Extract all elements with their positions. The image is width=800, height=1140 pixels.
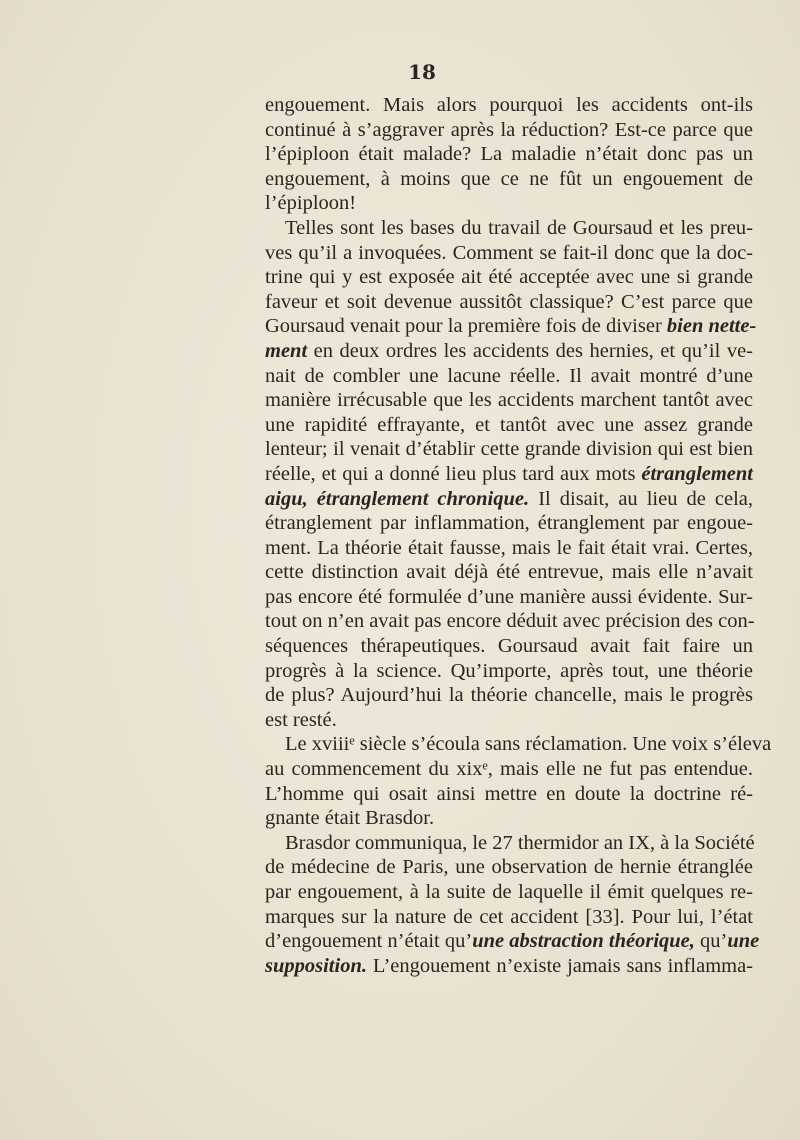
italic-phrase: une bbox=[727, 930, 760, 953]
text-run: L’homme qui osait ainsi mettre en doute la doctrine ré- bbox=[265, 782, 753, 805]
text-run: nait de combler une lacune réelle. Il avait montré d’une bbox=[265, 364, 753, 387]
text-run: de plus? Aujourd’hui la théorie chancelle, mais le progrès bbox=[265, 684, 753, 707]
text-line bbox=[265, 634, 753, 659]
text-run: réelle, et qui a donné lieu plus tard aux mots bbox=[265, 462, 636, 485]
body-text bbox=[265, 93, 772, 978]
text-line bbox=[265, 487, 753, 512]
text-run: ment. La théorie était fausse, mais le fait était vrai. Certes, bbox=[265, 536, 753, 559]
text-run: étranglement par inflammation, étranglement par engoue- bbox=[265, 512, 753, 535]
text-line bbox=[265, 290, 753, 315]
text-line bbox=[265, 437, 753, 462]
text-run: L’engouement n’existe jamais sans inflamma- bbox=[372, 954, 754, 977]
text-line bbox=[265, 560, 753, 585]
italic-phrase: bien nette- bbox=[666, 315, 757, 338]
text-line bbox=[265, 388, 753, 413]
text-line bbox=[265, 241, 753, 266]
page-number: 18 bbox=[408, 60, 436, 84]
text-line bbox=[265, 855, 753, 880]
text-line bbox=[265, 93, 753, 118]
italic-phrase: une abstraction théorique, bbox=[472, 930, 695, 953]
text-run: une rapidité effrayante, et tantôt avec une assez grande bbox=[265, 413, 753, 436]
text-run: par engouement, à la suite de laquelle il émit quelques re- bbox=[265, 881, 753, 903]
text-line bbox=[265, 659, 753, 684]
text-line bbox=[265, 339, 753, 364]
text-line bbox=[265, 364, 753, 389]
text-line bbox=[265, 585, 753, 610]
text-line bbox=[265, 118, 753, 143]
text-line bbox=[265, 167, 753, 192]
text-run: lenteur; il venait d’établir cette grande division qui est bien bbox=[265, 438, 753, 461]
italic-phrase: aigu, bbox=[265, 487, 308, 510]
italic-phrase: supposition. bbox=[265, 954, 367, 977]
text-run: en deux ordres les accidents des hernies, et qu’il ve- bbox=[313, 339, 754, 362]
text-run: est resté. bbox=[265, 708, 337, 731]
text-run: engouement. Mais alors pourquoi les accidents ont-ils bbox=[265, 94, 753, 116]
text-line bbox=[265, 314, 757, 339]
text-run: Telles sont les bases du travail de Goursaud et les preu- bbox=[285, 216, 753, 239]
text-line bbox=[265, 831, 753, 856]
text-run: de médecine de Paris, une observation de hernie étranglée bbox=[265, 856, 753, 879]
text-line bbox=[265, 757, 753, 782]
italic-phrase: étranglement bbox=[641, 462, 753, 485]
text-run: ves qu’il a invoquées. Comment se fait-il donc que la doc- bbox=[265, 241, 753, 264]
text-run: cette distinction avait déjà été entrevue, mais elle n’avait bbox=[265, 561, 753, 584]
text-line bbox=[265, 905, 753, 930]
text-line bbox=[265, 683, 753, 708]
text-run: gnante était Brasdor. bbox=[265, 807, 435, 830]
text-run: qu’ bbox=[700, 930, 728, 953]
text-line bbox=[265, 732, 772, 757]
text-line bbox=[265, 782, 753, 807]
text-line bbox=[265, 806, 753, 831]
italic-phrase: étranglement chronique. bbox=[316, 487, 530, 510]
text-line bbox=[265, 191, 753, 216]
text-run: pas encore été formulée d’une manière aussi évidente. Sur- bbox=[265, 585, 753, 608]
text-line bbox=[265, 609, 753, 634]
text-line bbox=[265, 265, 753, 290]
text-run: tout on n’en avait pas encore déduit avec précision des con- bbox=[265, 610, 755, 633]
text-run: marques sur la nature de cet accident [33]. Pour lui, l’état bbox=[265, 905, 753, 928]
text-line bbox=[265, 511, 753, 536]
text-line bbox=[265, 142, 753, 167]
text-run: Il disait, au lieu de cela, bbox=[538, 487, 754, 510]
text-run: continué à s’aggraver après la réduction? Est-ce parce que bbox=[265, 118, 753, 141]
text-run: Le xviiiᵉ siècle s’écoula sans réclamation. Une voix s’éleva bbox=[285, 733, 772, 756]
text-run: au commencement du xixᵉ, mais elle ne fut pas entendue. bbox=[265, 758, 753, 781]
text-run: Goursaud venait pour la première fois de diviser bbox=[265, 315, 662, 338]
text-run: engouement, à moins que ce ne fût un engouement de bbox=[265, 167, 753, 190]
italic-phrase: ment bbox=[265, 339, 308, 362]
text-run: Brasdor communiqua, le 27 thermidor an IX, à la Société bbox=[285, 831, 755, 854]
text-run: l’épiploon! bbox=[265, 192, 357, 215]
text-run: l’épiploon était malade? La maladie n’était donc pas un bbox=[265, 143, 753, 166]
text-line bbox=[265, 954, 753, 979]
text-line bbox=[265, 216, 753, 241]
text-run: progrès à la science. Qu’importe, après tout, une théorie bbox=[265, 659, 753, 682]
text-run: séquences thérapeutiques. Goursaud avait fait faire un bbox=[265, 635, 753, 658]
text-run: d’engouement n’était qu’ bbox=[265, 930, 473, 953]
text-line bbox=[265, 462, 753, 487]
text-run: faveur et soit devenue aussitôt classique? C’est parce que bbox=[265, 290, 753, 313]
text-line bbox=[265, 880, 753, 905]
text-line bbox=[265, 413, 753, 438]
text-run: manière irrécusable que les accidents marchent tantôt avec bbox=[265, 389, 753, 412]
text-line bbox=[265, 929, 760, 954]
text-line bbox=[265, 536, 753, 561]
text-run: trine qui y est exposée ait été acceptée avec une si grande bbox=[265, 266, 753, 289]
text-line bbox=[265, 708, 753, 733]
